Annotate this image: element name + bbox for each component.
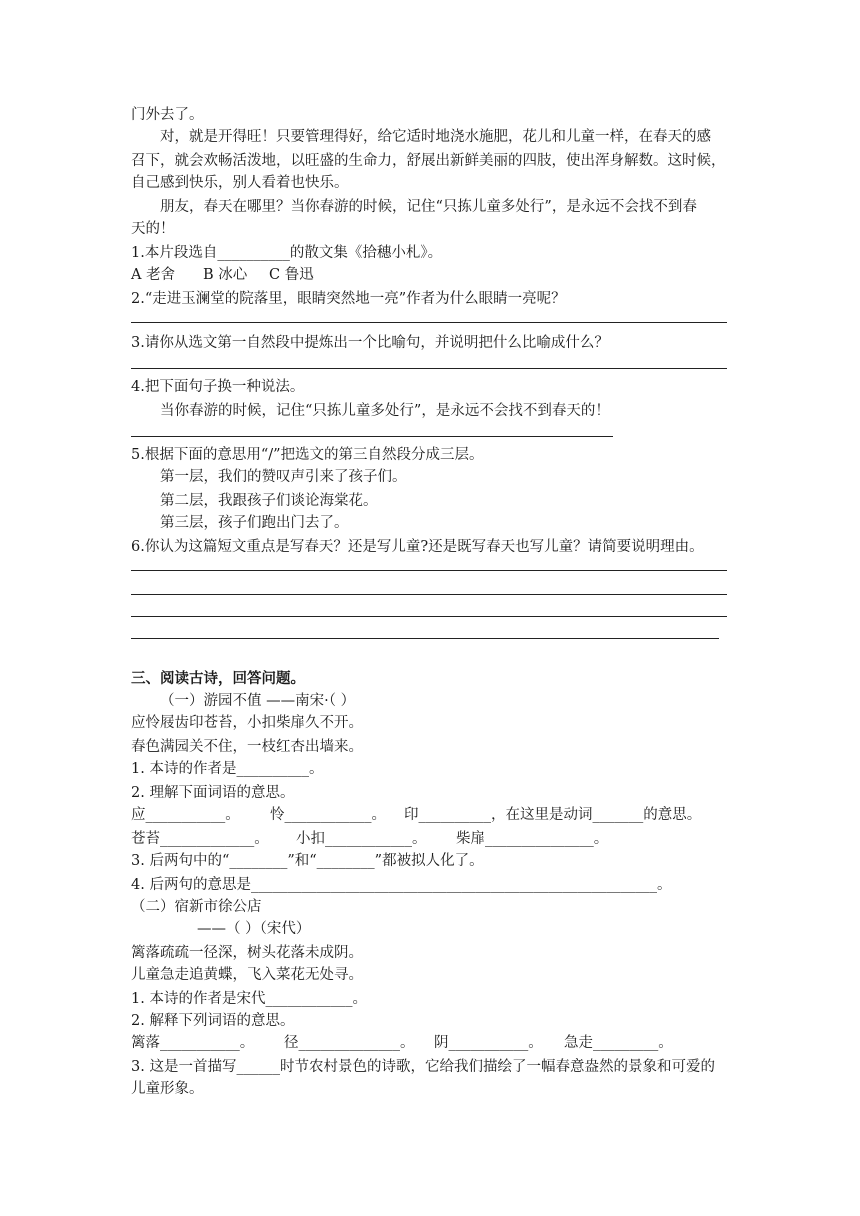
poem-2-question-1: 1. 本诗的作者是宋代____________。 <box>131 991 367 1007</box>
word-lian: 怜____________。 <box>270 807 386 823</box>
word-chaifei: 柴扉_______________。 <box>456 831 609 847</box>
poem-1-word-row <box>131 828 608 850</box>
poem-2-question-2: 2. 解释下列词语的意思。 <box>131 1013 295 1029</box>
answer-line <box>131 436 613 437</box>
poem-1-question-1: 1. 本诗的作者是__________。 <box>131 761 324 777</box>
poem-1-word-row <box>131 804 701 826</box>
question-5: 5.根据下面的意思用“/”把选文的第三自然段分成三层。 <box>131 447 484 463</box>
poem-2-line: 儿童急走追黄蝶，飞入菜花无处寻。 <box>131 967 363 983</box>
poem-2-question-3: 3. 这是一首描写______时节农村景色的诗歌，它给我们描绘了一幅春意盎然的景象和可爱的 <box>131 1059 715 1075</box>
poem-1-question-3: 3. 后两句中的“________”和“________”都被拟人化了。 <box>131 853 484 869</box>
option-b: B 冰心 <box>203 267 248 283</box>
poem-1-question-4: 4. 后两句的意思是________________________________________________________。 <box>131 877 672 893</box>
passage-line: 天的！ <box>131 221 175 237</box>
poem-1-title: （一）游园不值 ——南宋·（ ） <box>160 693 356 709</box>
passage-line: 门外去了。 <box>131 107 204 123</box>
layer-3: 第三层，孩子们跑出门去了。 <box>160 515 349 531</box>
poem-2-word-row <box>131 1032 673 1054</box>
answer-line <box>131 594 727 595</box>
passage-line: 朋友，春天在哪里？当你春游的时候，记住“只拣儿童多处行”，是永远不会找不到春 <box>160 199 697 215</box>
question-3: 3.请你从选文第一自然段中提炼出一个比喻句，并说明把什么比喻成什么？ <box>131 335 609 351</box>
passage-line: 召下，就会欢畅活泼地，以旺盛的生命力，舒展出新鲜美丽的四肢，使出浑身解数。这时候， <box>131 153 726 169</box>
word-xiaokou: 小扣____________。 <box>296 831 427 847</box>
question-1-options <box>131 264 314 286</box>
layer-1: 第一层，我们的赞叹声引来了孩子们。 <box>160 469 407 485</box>
answer-line <box>131 368 727 369</box>
word-jing: 径______________。 <box>284 1035 415 1051</box>
answer-line <box>131 638 719 639</box>
layer-2: 第二层，我跟孩子们谈论海棠花。 <box>160 493 378 509</box>
word-ying: 应___________。 <box>131 807 240 823</box>
word-yin-shade: 阴___________。 <box>434 1035 543 1051</box>
word-jizou: 急走_________。 <box>564 1035 673 1051</box>
answer-line <box>131 570 727 571</box>
answer-line <box>131 616 727 617</box>
word-cangtai: 苍苔_____________。 <box>131 831 269 847</box>
word-liluo: 篱落___________。 <box>131 1035 255 1051</box>
question-6: 6.你认为这篇短文重点是写春天？还是写儿童?还是既写春天也写儿童？请简要说明理由。 <box>131 539 704 555</box>
section-3-heading: 三、阅读古诗，回答问题。 <box>131 670 305 687</box>
poem-2-author: ——（ ）（宋代） <box>197 921 311 937</box>
poem-1-line: 春色满园关不住，一枝红杏出墙来。 <box>131 739 363 755</box>
question-4-sentence: 当你春游的时候，记住“只拣儿童多处行”，是永远不会找不到春天的！ <box>160 403 610 419</box>
option-c: C 鲁迅 <box>269 267 314 283</box>
poem-2-title: （二）宿新市徐公店 <box>131 899 262 915</box>
question-2: 2.“走进玉澜堂的院落里，眼睛突然地一亮”作者为什么眼睛一亮呢？ <box>131 291 566 307</box>
question-1: 1.本片段选自__________的散文集《拾穗小札》。 <box>131 245 443 261</box>
question-4: 4.把下面句子换一种说法。 <box>131 379 305 395</box>
poem-2-question-3-cont: 儿童形象。 <box>131 1081 204 1097</box>
word-yin: 印__________，在这里是动词_______的意思。 <box>404 807 702 823</box>
passage-line: 自己感到快乐，别人看着也快乐。 <box>131 175 349 191</box>
passage-line: 对，就是开得旺！只要管理得好，给它适时地浇水施肥，花儿和儿童一样，在春天的感 <box>160 129 711 145</box>
option-a: A 老舍 <box>131 267 176 283</box>
answer-line <box>131 322 727 323</box>
poem-2-line: 篱落疏疏一径深，树头花落未成阴。 <box>131 945 363 961</box>
poem-1-line: 应怜屐齿印苍苔，小扣柴扉久不开。 <box>131 715 363 731</box>
poem-1-question-2: 2. 理解下面词语的意思。 <box>131 785 295 801</box>
